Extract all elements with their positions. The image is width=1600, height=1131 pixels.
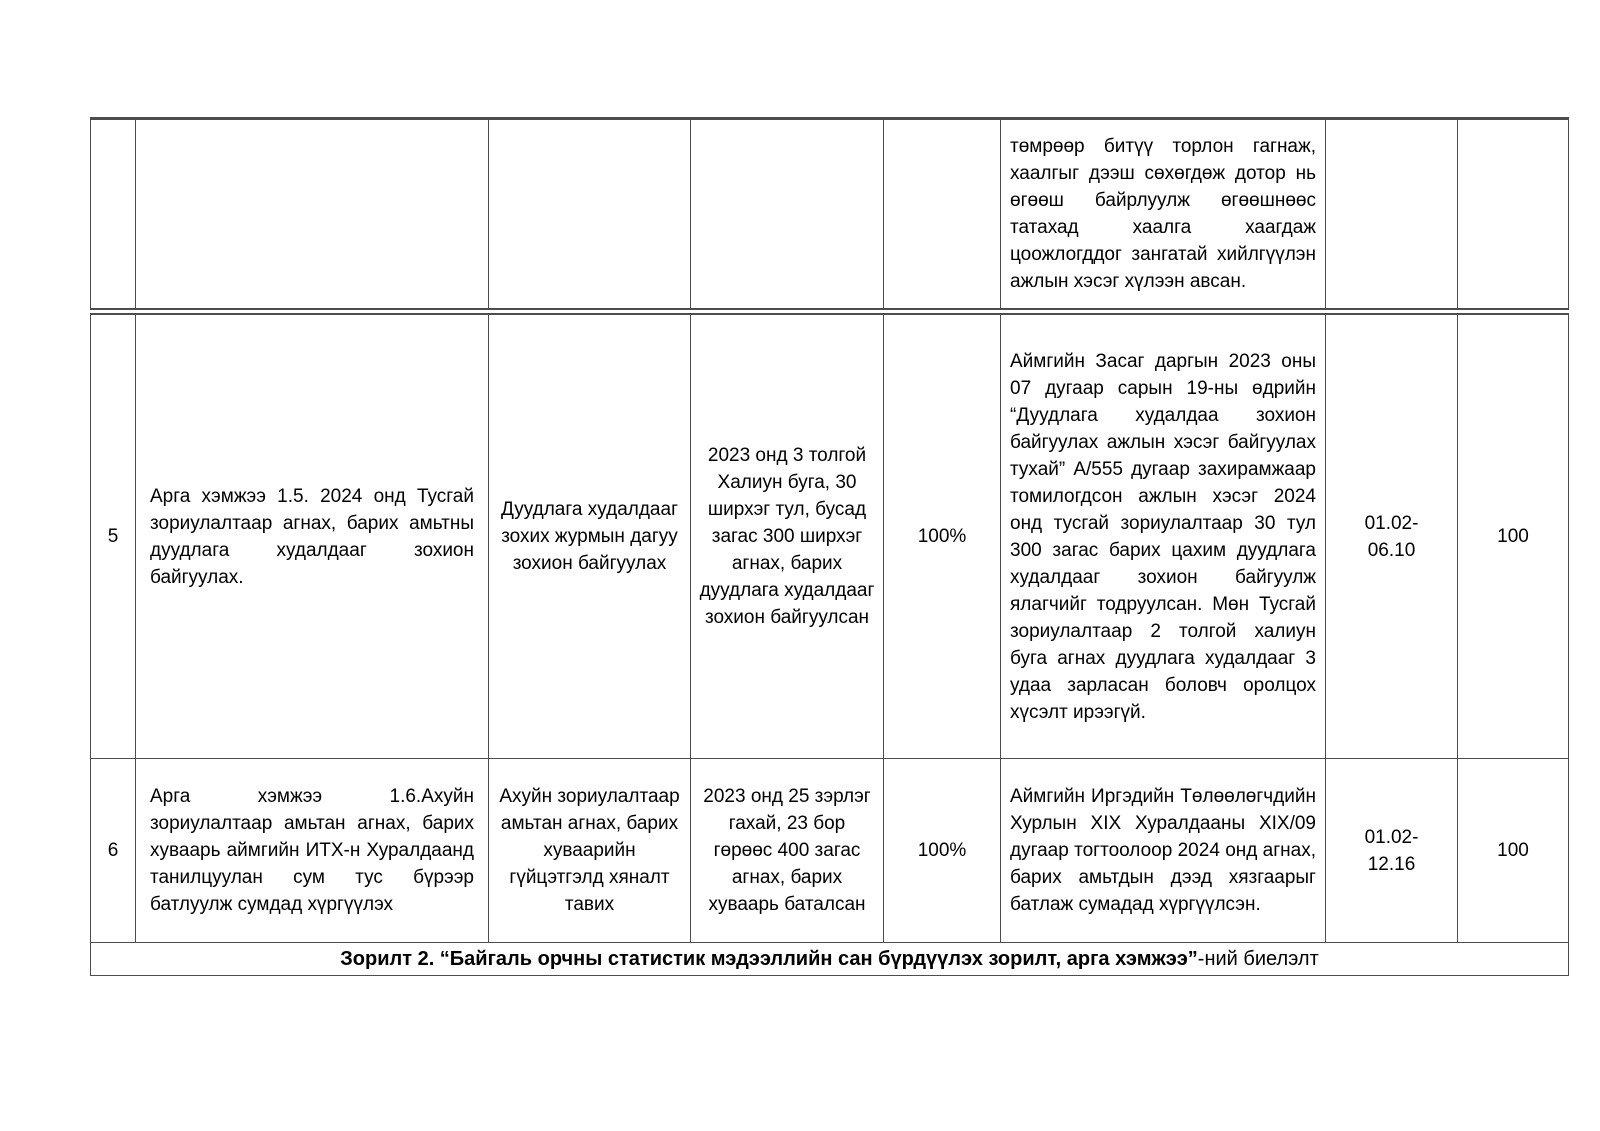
period-cell: [1326, 312, 1458, 759]
period-value: 01.02-12.16: [1364, 826, 1419, 875]
period-cell: [1326, 119, 1458, 312]
result-cell: төмрөөр битүү торлон гагнаж, хаалгыг дээш сөхөгдөж дотор нь өгөөш байрлуулж өгөөшнөөс татахад хаалга хаагдаж цоожлогддог зангатай хийлгүүлэн ажлын хэсэг хүлээн авсан.: [1001, 119, 1326, 312]
measure-cell: Арга хэмжээ 1.6.Ахуйн зориулалтаар амьтан агнах, барих хуваарь аймгийн ИТХ-н Хуралдаанд танилцуулан сум тус бүрээр батлуулж сумдад хүргүүлэх: [136, 759, 489, 943]
percent-cell: 100%: [884, 312, 1001, 759]
period-value: 01.02-06.10: [1364, 512, 1419, 561]
row-number-cell: 6: [91, 759, 136, 943]
performance-report-table: [90, 117, 1569, 976]
table-row-goal2-banner: [91, 943, 1569, 976]
result-cell: Аймгийн Иргэдийн Төлөөлөгчдийн Хурлын XIX Хуралдааны XIX/09 дугаар тогтоолоор 2024 онд агнах, барих амьтдын дээд хязгаарыг батлаж сумадад хүргүүлсэн.: [1001, 759, 1326, 943]
score-cell: 100: [1458, 312, 1569, 759]
target-cell: [691, 119, 884, 312]
percent-cell: 100%: [884, 759, 1001, 943]
goal2-banner-title: Зорилт 2. “Байгаль орчны статистик мэдээллийн сан бүрдүүлэх зорилт, арга хэмжээ”: [340, 947, 1198, 970]
score-cell: 100: [1458, 759, 1569, 943]
target-cell: 2023 онд 25 зэрлэг гахай, 23 бор гөрөөс 400 загас агнах, барих хуваарь баталсан: [691, 759, 884, 943]
table-row-6: [91, 759, 1569, 943]
row-number-cell: 5: [91, 312, 136, 759]
percent-cell: [884, 119, 1001, 312]
criteria-cell: [489, 119, 691, 312]
result-cell: Аймгийн Засаг даргын 2023 оны 07 дугаар сарын 19-ны өдрийн “Дуудлага худалдаа зохион байгуулах ажлын хэсэг байгуулах тухай” А/555 дугаар захирамжаар томилогдсон ажлын хэсэг 2024 онд тусгай зориулалтаар 30 тул 300 загас барих цахим дуудлага худалдааг зохион байгуулж ялагчийг тодруулсан. Мөн Тусгай зориулалтаар 2 толгой халиун буга агнах дуудлага худалдааг 3 удаа зарласан боловч оролцох хүсэлт ирээгүй.: [1001, 312, 1326, 759]
criteria-cell: Ахуйн зориулалтаар амьтан агнах, барих хуваарийн гүйцэтгэлд хяналт тавих: [489, 759, 691, 943]
goal2-banner-cell: [91, 943, 1569, 976]
table-row-continuation: [91, 119, 1569, 312]
measure-cell: Арга хэмжээ 1.5. 2024 онд Тусгай зориулалтаар агнах, барих амьтны дуудлага худалдааг зохион байгуулах.: [136, 312, 489, 759]
criteria-cell: Дуудлага худалдааг зохих журмын дагуу зохион байгуулах: [489, 312, 691, 759]
goal2-banner-suffix: -ний биелэлт: [1197, 947, 1319, 970]
target-cell: 2023 онд 3 толгой Халиун буга, 30 ширхэг тул, бусад загас 300 ширхэг агнах, барих дуудлага худалдааг зохион байгуулсан: [691, 312, 884, 759]
score-cell: [1458, 119, 1569, 312]
row-number-cell: [91, 119, 136, 312]
period-cell: [1326, 759, 1458, 943]
measure-cell: [136, 119, 489, 312]
table-row-5: [91, 312, 1569, 759]
